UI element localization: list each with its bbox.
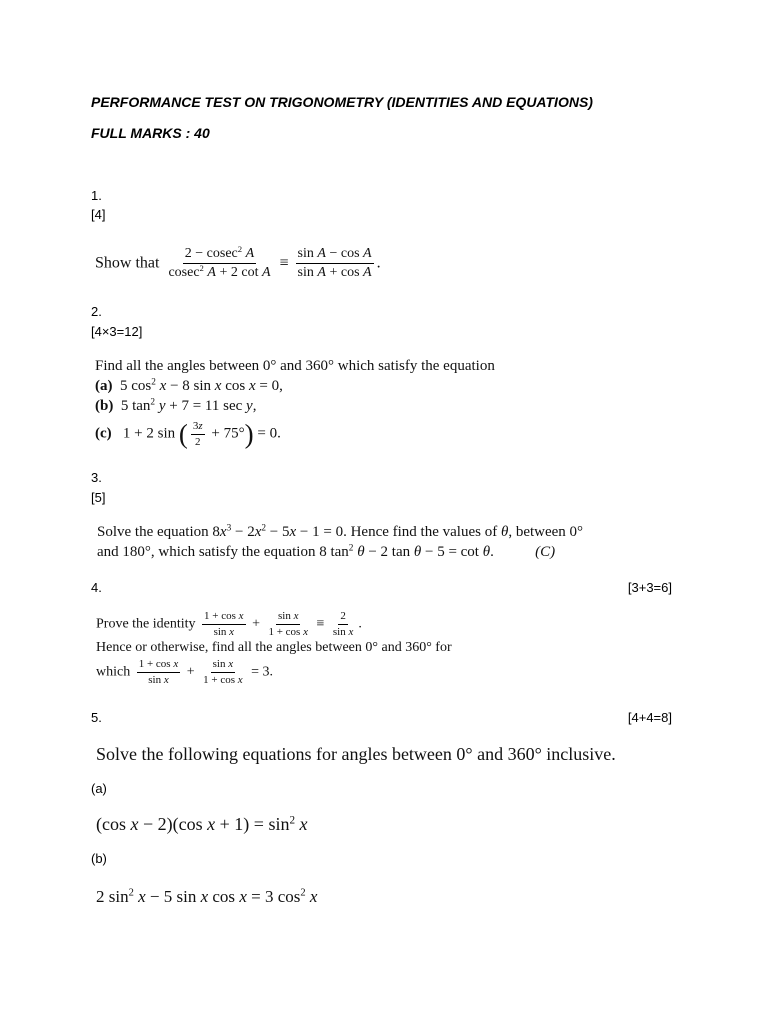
- question-1-marks: [4]: [91, 207, 106, 222]
- q2-intro: Find all the angles between 0° and 360° which satisfy the equation: [95, 358, 495, 374]
- q1-lhs-fraction: $\frac{2 - cosec^2 A}{cosec^2 A + 2 \cot A}$: [168, 243, 271, 281]
- q1-show-that: Show that: [95, 254, 160, 272]
- q5-part-a-label: (a): [91, 781, 107, 796]
- question-2-number: 2.: [91, 304, 102, 319]
- question-5-marks: [4+4=8]: [627, 710, 672, 725]
- q5-part-a-equation: (cos x − 2)(cos $x + 1) = \sin^2 x$: [96, 814, 308, 834]
- question-5-number: 5.: [91, 710, 102, 725]
- q5-part-b-label: (b): [91, 851, 107, 866]
- question-3-marks: [5]: [91, 490, 106, 505]
- q3-line-1: Solve the equation $8x^3 - 2x^2 - 5x - 1 = 0$. Hence find the values of θ, between 0°: [97, 523, 584, 540]
- q2-part-a: (a) 5 $\cos^2 x - 8$ sin x cos x = 0,: [95, 377, 283, 394]
- question-3-image-text: [97, 522, 583, 562]
- full-marks: FULL MARKS : 40: [91, 125, 210, 141]
- question-2-marks: [4×3=12]: [91, 324, 143, 339]
- question-4-image-text: [96, 610, 452, 687]
- question-1-number: 1.: [91, 188, 102, 203]
- q1-rhs-fraction: $\frac{\text{sin A − cos A}}{\text{sin A + cos A}}$: [297, 246, 372, 281]
- question-4-number: 4.: [91, 580, 102, 595]
- question-2-image-text: [95, 356, 495, 448]
- q2-part-c: (c) 1 + 2 sin ( $\frac{3z}{2}$ + 75°) = 0.: [95, 419, 281, 450]
- q3-line-2: and 180°, which satisfy the equation 8 $\tan^2 \theta - 2$ tan θ − 5 = cot θ. (C): [97, 543, 556, 560]
- q4-line-1: Prove the identity $\frac{\text{1 + cos x}}{\text{sin x}}$ + $\frac{\text{sin x}}{\text{1 + cos x}}$ ≡ $\frac{2}{\text{sin x}}$ .: [96, 610, 362, 638]
- q4-line-2: Hence or otherwise, find all the angles between 0° and 360° for: [96, 640, 452, 656]
- test-title: PERFORMANCE TEST ON TRIGONOMETRY (IDENTITIES AND EQUATIONS): [91, 94, 593, 110]
- question-1-image-text: Show that $\frac{2 - cosec^2 A}{cosec^2 A + 2 \cot A}$ ≡ $\frac{\text{sin A − cos A}}{\text{sin A + cos A}}$ .: [95, 243, 381, 281]
- question-5-intro: Solve the following equations for angles between 0° and 360° inclusive.: [96, 744, 616, 764]
- question-4-marks: [3+3=6]: [627, 580, 672, 595]
- q4-line-3: which $\frac{\text{1 + cos x}}{\text{sin x}}$ + $\frac{\text{sin x}}{\text{1 + cos x}}$ = 3.: [96, 658, 274, 686]
- q2-part-b: (b) 5 $\tan^2 y + 7 = 11$ sec y,: [95, 397, 257, 414]
- question-3-number: 3.: [91, 470, 102, 485]
- q5-part-b-equation: 2 $\sin^2 x - 5$ sin x cos x = 3 $\cos^2 x$: [96, 887, 318, 906]
